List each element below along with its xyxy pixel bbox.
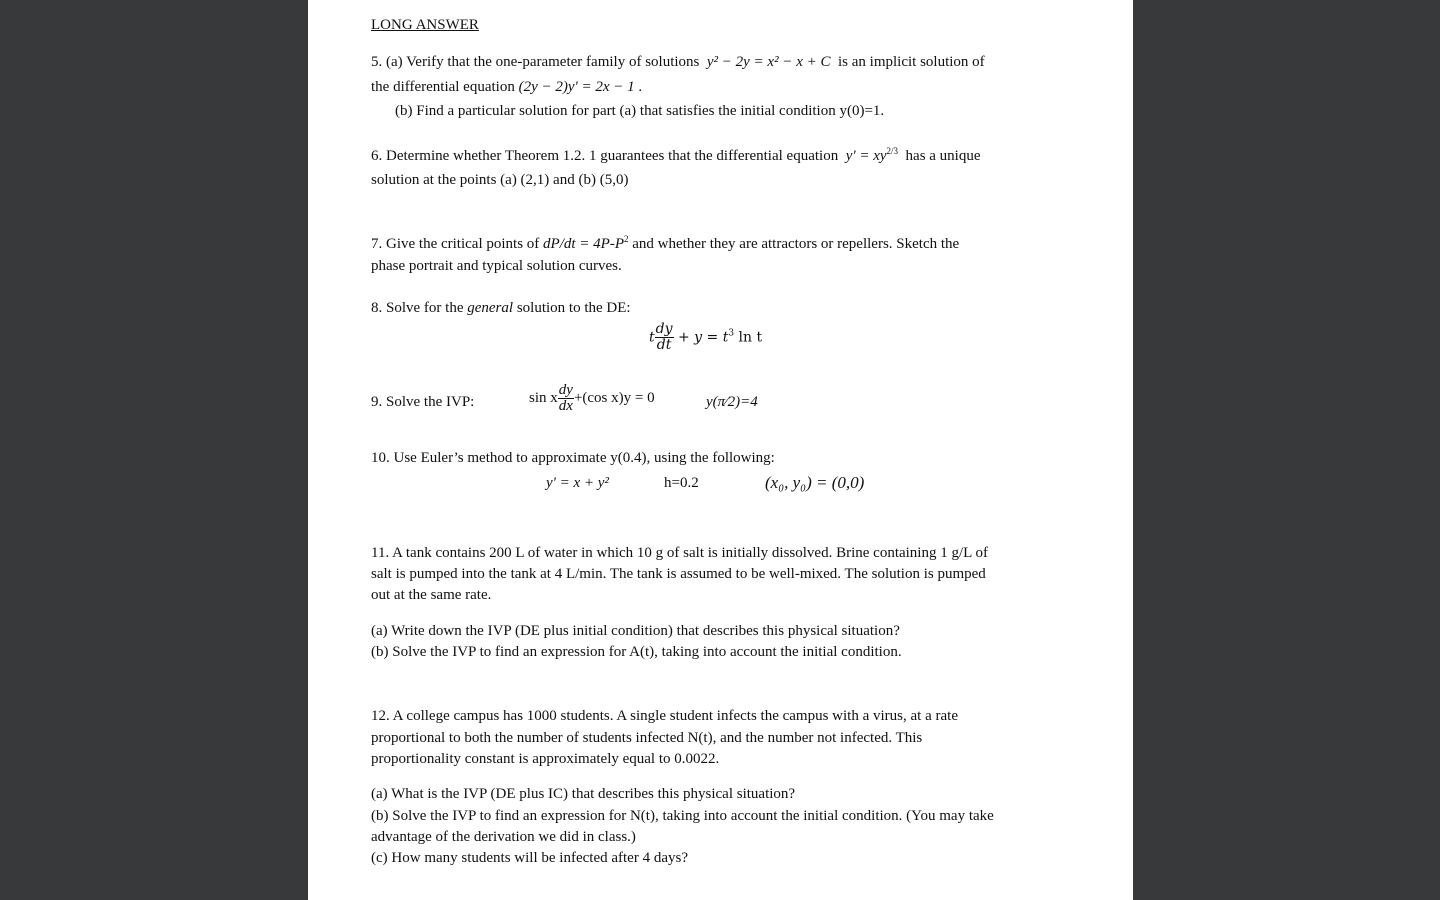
q11-line: out at the same rate.: [371, 587, 492, 603]
fraction: [558, 383, 574, 414]
numerator: dy: [655, 321, 673, 337]
q12-part-a: (a) What is the IVP (DE plus IC) that describes this physical situation?: [371, 786, 796, 802]
q11-part-b: (b) Solve the IVP to find an expression for A(t), taking into account the initial condition.: [371, 644, 902, 660]
text: .: [638, 79, 643, 95]
eq-term: t: [649, 329, 655, 346]
q6-line1: [371, 147, 981, 165]
text: solution to the DE:: [516, 300, 631, 316]
q10-step: h=0.2: [664, 475, 699, 491]
q12-part-c: (c) How many students will be infected after 4 days?: [371, 850, 688, 866]
document-page: [308, 0, 1133, 900]
text: 8. Solve for the: [371, 300, 464, 316]
text: 7. Give the critical points of: [371, 236, 540, 252]
q12-part-b: (b) Solve the IVP to find an expression for N(t), taking into account the initial condition. (You may take: [371, 808, 994, 824]
heading: LONG ANSWER: [371, 17, 479, 33]
eq-term: sin x: [529, 389, 558, 406]
q5-line2: [371, 78, 642, 96]
text: 6. Determine whether Theorem 1.2. 1 guarantees that the differential equation: [371, 148, 839, 164]
text: is an implicit solution of: [838, 54, 985, 70]
q9-initial-condition: y(π⁄2)=4: [706, 394, 758, 410]
eq-term: + y = t: [677, 329, 729, 346]
equation: y² − 2y = x² − x + C: [706, 54, 831, 70]
eq-term: ln t: [738, 329, 763, 346]
text: the differential equation: [371, 79, 515, 95]
q11-part-a: (a) Write down the IVP (DE plus initial condition) that describes this physical situation?: [371, 623, 900, 639]
q6-line2: solution at the points (a) (2,1) and (b) (5,0): [371, 172, 629, 188]
q12-line: 12. A college campus has 1000 students. A single student infects the campus with a virus, at a rate: [371, 708, 958, 724]
emphasis: general: [467, 300, 514, 316]
q7-line1: [371, 235, 959, 253]
text: has a unique: [905, 148, 981, 164]
q10-equation: y' = x + y²: [546, 475, 609, 491]
q12-line: proportional to both the number of students infected N(t), and the number not infected. This: [371, 730, 923, 746]
q5-line1: [371, 53, 985, 71]
equation: dP/dt = 4P-P: [543, 236, 624, 252]
denominator: dx: [558, 398, 573, 414]
q8-equation: [649, 322, 762, 353]
text: 5. (a) Verify that the one-parameter family of solutions: [371, 54, 700, 70]
q10-initial-point: (x₀, y₀) = (0,0): [765, 473, 865, 492]
exponent: 2: [624, 234, 629, 244]
exponent: 2/3: [886, 146, 899, 156]
exponent: 3: [728, 328, 735, 339]
denominator: dt: [656, 337, 672, 353]
equation: y' = xy: [845, 148, 887, 164]
q10-text: 10. Use Euler’s method to approximate y(0.4), using the following:: [371, 450, 775, 466]
q11-line: 11. A tank contains 200 L of water in which 10 g of salt is initially dissolved. Brine containing 1 g/L of: [371, 545, 988, 561]
q11-line: salt is pumped into the tank at 4 L/min. The tank is assumed to be well-mixed. The solution is pumped: [371, 566, 986, 582]
q7-line2: phase portrait and typical solution curves.: [371, 258, 622, 274]
fraction: [655, 322, 674, 353]
q12-part-b-cont: advantage of the derivation we did in class.): [371, 829, 636, 845]
q9-equation: [529, 383, 655, 414]
text: and whether they are attractors or repellers. Sketch the: [632, 236, 960, 252]
numerator: dy: [558, 382, 573, 398]
q12-line: proportionality constant is approximately equal to 0.0022.: [371, 751, 720, 767]
q9-label: 9. Solve the IVP:: [371, 394, 475, 410]
equation: (2y − 2)y' = 2x − 1: [518, 79, 635, 95]
q8-line1: [371, 299, 631, 317]
q5-part-b: (b) Find a particular solution for part (a) that satisfies the initial condition y(0)=1.: [395, 103, 885, 119]
eq-term: +(cos x)y = 0: [573, 389, 655, 406]
